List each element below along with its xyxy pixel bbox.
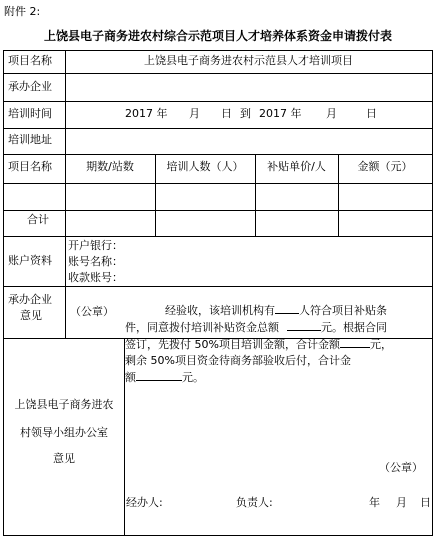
office-opinion-label-line2: 村领导小组办公室 xyxy=(20,426,108,439)
training-time-start-day: 日 xyxy=(221,107,232,120)
blank-underline xyxy=(340,336,370,348)
training-time-end-day: 日 xyxy=(366,107,377,120)
row-divider xyxy=(3,286,433,287)
account-number-label: 收款账号： xyxy=(68,271,123,284)
training-time-end-year: 2017 年 xyxy=(259,107,302,120)
office-seal: （公章） xyxy=(379,461,423,474)
project-name-label: 项目名称 xyxy=(8,54,52,67)
detail-header-trainees: 培训人数（人） xyxy=(166,160,244,173)
row-divider xyxy=(3,101,433,102)
blank-underline xyxy=(275,302,299,314)
undertaker-label: 承办企业 xyxy=(8,80,52,93)
paragraph-line: 经验收，该培训机构有 人符合项目补贴条 xyxy=(165,304,387,317)
row-divider xyxy=(3,154,433,155)
table-border-bottom xyxy=(3,535,433,536)
application-form-table xyxy=(3,50,433,536)
training-time-start-year: 2017 年 xyxy=(125,107,168,120)
paragraph-line: 签订，先拨付 50%项目培训金额，合计金额 元， xyxy=(125,338,392,351)
blank-underline xyxy=(136,369,182,381)
sign-month: 月 xyxy=(396,496,407,509)
row-divider xyxy=(3,128,433,129)
project-name-value: 上饶县电子商务进农村示范县人才培训项目 xyxy=(144,54,353,67)
training-time-to: 到 xyxy=(240,107,251,120)
office-opinion-label-line1: 上饶县电子商务进农 xyxy=(14,398,114,411)
column-divider xyxy=(65,286,66,338)
paragraph-line: 剩余 50%项目资金待商务部验收后付，合计金 xyxy=(125,354,351,367)
sign-day: 日 xyxy=(420,496,431,509)
undertaker-seal: （公章） xyxy=(70,305,114,318)
training-place-label: 培训地址 xyxy=(8,133,52,146)
attachment-label: 附件 2: xyxy=(4,5,41,18)
training-time-end-month: 月 xyxy=(326,107,337,120)
undertaker-opinion-label-line2: 意见 xyxy=(20,309,42,322)
detail-header-unit-subsidy: 补贴单价/人 xyxy=(267,160,326,173)
account-info-label: 账户资料 xyxy=(8,254,52,267)
paragraph-line: 件，同意拨付培训补贴资金总额 元。根据合同 xyxy=(125,321,387,334)
table-border-right xyxy=(432,50,433,536)
handler-label: 经办人: xyxy=(126,496,163,509)
detail-header-project-name: 项目名称 xyxy=(8,160,52,173)
sign-year: 年 xyxy=(369,496,380,509)
office-opinion-paragraph xyxy=(125,302,430,386)
document-title: 上饶县电子商务进农村综合示范项目人才培养体系资金申请拨付表 xyxy=(43,29,392,43)
paragraph-line: 额 元。 xyxy=(125,371,204,384)
total-label: 合计 xyxy=(27,213,49,226)
undertaker-opinion-label-line1: 承办企业 xyxy=(8,293,52,306)
row-divider xyxy=(3,236,433,237)
table-border-top xyxy=(3,50,433,51)
row-divider xyxy=(3,183,433,184)
detail-header-amount: 金额（元） xyxy=(357,160,413,173)
office-opinion-label-line3: 意见 xyxy=(53,452,75,465)
blank-underline xyxy=(287,319,321,331)
row-divider xyxy=(3,210,433,211)
training-time-start-month: 月 xyxy=(189,107,200,120)
row-divider xyxy=(3,73,433,74)
account-name-label: 账号名称： xyxy=(68,255,123,268)
responsible-label: 负责人: xyxy=(236,496,273,509)
detail-header-periods: 期数/站数 xyxy=(86,160,134,173)
training-time-label: 培训时间 xyxy=(8,107,52,120)
account-bank-label: 开户银行： xyxy=(68,239,123,252)
